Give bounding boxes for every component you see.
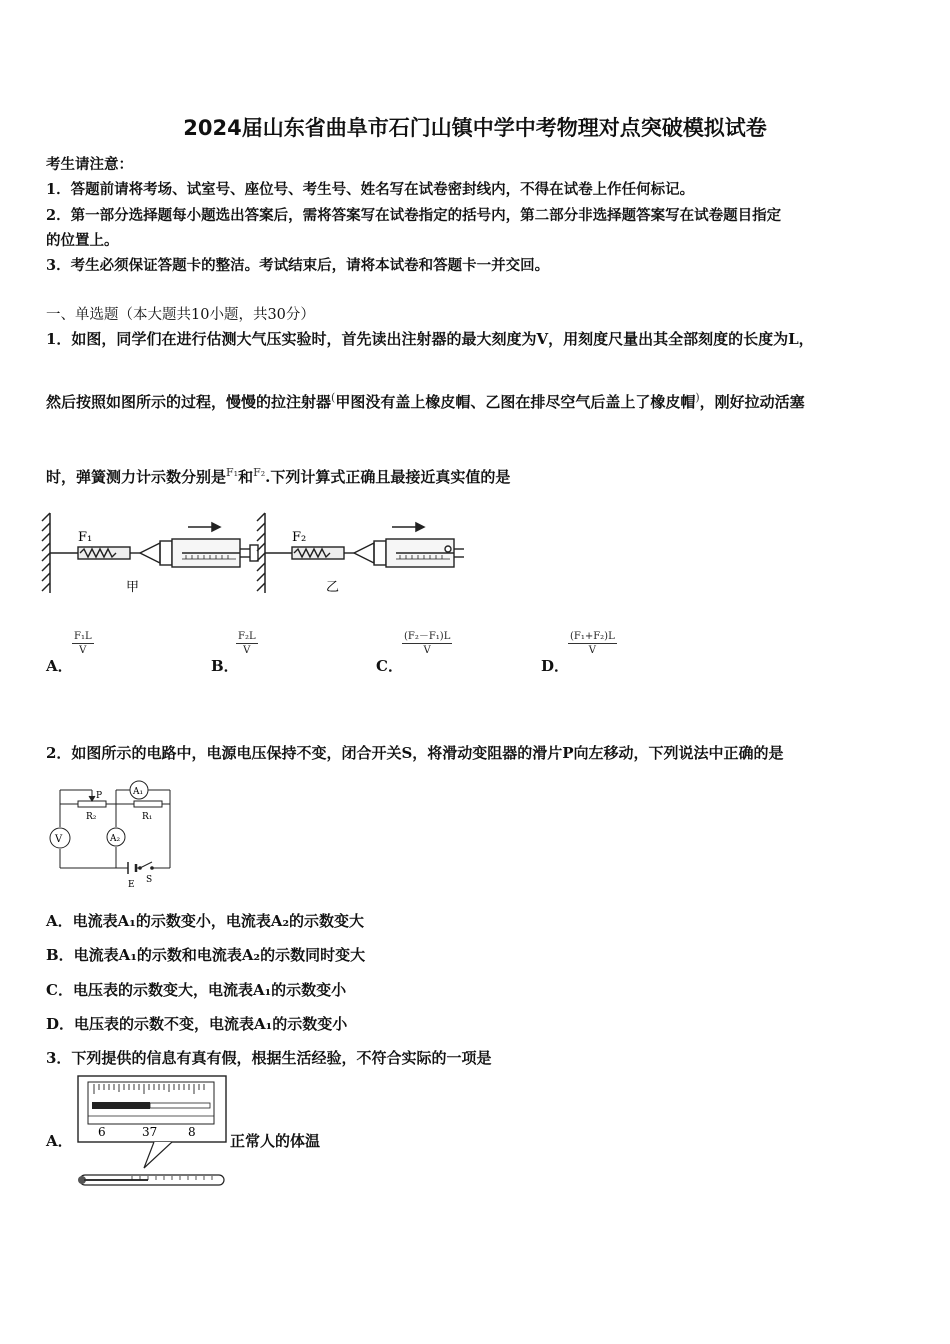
q1-option-b-label[interactable]: B． [211,657,239,675]
right-force-label: F₂ [292,530,307,545]
left-caption: 甲 [126,580,140,595]
q1-option-c-num: (F₂－F₁)L [404,631,451,642]
q1-line-2 [46,391,805,412]
q1-f1: F₁ [226,466,239,479]
q1-option-c-label[interactable]: C． [376,657,403,675]
q1-paren-close: ) [695,391,700,404]
q1-line-2c: ，刚好拉动活塞 [699,393,805,411]
q1-line-2b: 甲图没有盖上橡皮帽、乙图在排尽空气后盖上了橡皮帽 [335,393,696,411]
q1-line-3a: 时，弹簧测力计示数分别是 [46,468,227,486]
right-spring-scale [265,547,354,559]
ammeter-a1-label: A₁ [133,787,144,797]
notice-item-2: 2．第一部分选择题每小题选出答案后，需将答案写在试卷指定的括号内，第二部分非选择题答案写在试卷题目指定 [46,207,782,224]
q2-option-c[interactable]: C．电压表的示数变大，电流表A₁的示数变小 [46,981,347,999]
right-arrow-icon [392,523,424,531]
slider-p-label: P [96,791,103,801]
q3-option-a-label[interactable]: A． [46,1132,73,1150]
q1-line-2a: 然后按照如图所示的过程，慢慢的拉注射器 [46,393,332,411]
r2-label: R₂ [86,812,97,822]
left-force-label: F₁ [78,530,93,545]
thermo-label-6: 6 [98,1125,106,1139]
r1-label: R₁ [142,812,153,822]
thermometer-figure [72,1072,232,1194]
q1-paren-open: ( [331,391,336,404]
q1-option-a-formula [72,630,94,657]
q1-line-3c: .下列计算式正确且最接近真实值的是 [265,468,511,486]
q3-stem: 3．下列提供的信息有真有假，根据生活经验，不符合实际的一项是 [46,1049,492,1067]
q1-option-d-den: V [588,645,596,656]
q1-option-a-den: V [79,645,87,656]
notice-item-1: 1．答题前请将考场、试室号、座位号、考生号、姓名写在试卷密封线内，不得在试卷上作任何标记。 [46,181,695,198]
right-caption: 乙 [326,580,340,595]
q1-line-3 [46,466,510,487]
left-wall [42,513,50,593]
q2-option-b[interactable]: B．电流表A₁的示数和电流表A₂的示数同时变大 [46,946,366,964]
left-arrow-icon [188,523,220,531]
q2-stem: 2．如图所示的电路中，电源电压保持不变，闭合开关S，将滑动变阻器的滑片P向左移动，下列说法中正确的是 [46,744,784,762]
notice-item-2-cont: 的位置上。 [46,232,119,249]
page-title: 2024届山东省曲阜市石门山镇中学中考物理对点突破模拟试卷 [183,116,767,140]
q1-option-b-den: V [243,645,251,656]
left-spring-scale [50,547,140,559]
q3-option-a-text: 正常人的体温 [230,1132,321,1150]
q1-syringe-figure [40,505,470,600]
q2-option-a[interactable]: A．电流表A₁的示数变小，电流表A₂的示数变大 [46,912,365,930]
q1-option-c-den: V [423,645,431,656]
q1-f2: F₂ [253,466,266,479]
q1-option-d-label[interactable]: D． [541,657,570,675]
q2-circuit-diagram [44,772,194,894]
battery-e-label: E [128,880,135,890]
q1-option-a-num: F₁L [74,631,92,642]
q1-option-b-formula [236,630,258,657]
q1-option-b-num: F₂L [238,631,256,642]
left-syringe [140,539,258,567]
q1-line-1: 1．如图，同学们在进行估测大气压实验时，首先读出注射器的最大刻度为V，用刻度尺量出其全部刻度的长度为L， [46,330,814,348]
q1-option-d-num: (F₁+F₂)L [570,631,615,642]
notice-item-3: 3．考生必须保证答题卡的整洁。考试结束后，请将本试卷和答题卡一并交回。 [46,257,550,274]
q1-line-3b: 和 [238,468,254,486]
q1-option-d-formula [568,630,617,657]
voltmeter-label: V [55,834,63,845]
section-heading: 一、单选题（本大题共10小题，共30分） [46,307,315,323]
thermo-label-37: 37 [142,1125,158,1139]
switch-s-label: S [146,875,153,885]
q1-option-c-formula [402,630,452,657]
q1-option-a-label[interactable]: A． [46,657,73,675]
right-syringe [354,539,464,567]
q2-option-d[interactable]: D．电压表的示数不变，电流表A₁的示数变小 [46,1015,348,1033]
thermo-label-8: 8 [188,1125,196,1139]
notice-heading: 考生请注意： [46,156,133,173]
ammeter-a2-label: A₂ [110,834,121,844]
